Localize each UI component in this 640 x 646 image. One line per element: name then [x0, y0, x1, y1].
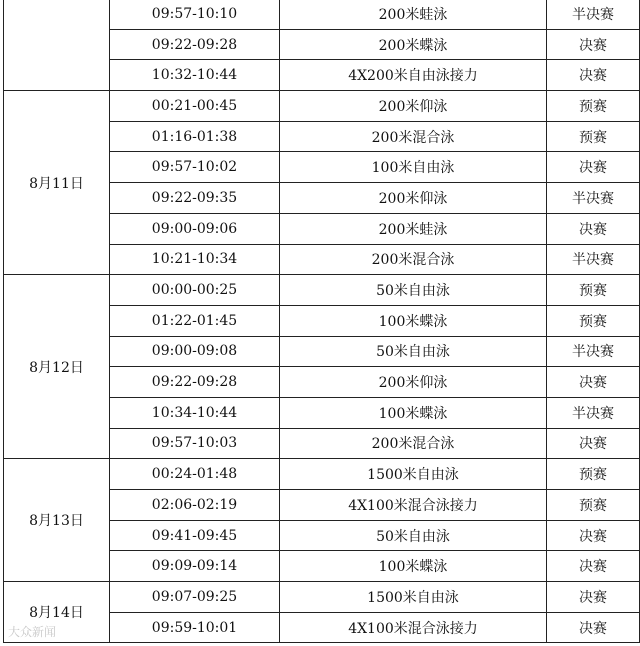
round-cell: 预赛: [547, 275, 640, 306]
time-cell: 09:57-10:10: [110, 0, 280, 29]
time-cell: 01:22-01:45: [110, 305, 280, 336]
round-cell: 半决赛: [547, 0, 640, 29]
time-cell: 09:00-09:06: [110, 213, 280, 244]
round-cell: 半决赛: [547, 397, 640, 428]
time-cell: 09:07-09:25: [110, 582, 280, 613]
event-cell: 200米蝶泳: [280, 29, 547, 60]
event-cell: 200米混合泳: [280, 244, 547, 275]
table-row: [4, 459, 640, 490]
date-cell: 8月13日: [4, 459, 110, 582]
time-cell: 10:34-10:44: [110, 397, 280, 428]
round-cell: 半决赛: [547, 244, 640, 275]
event-cell: 4X100米混合泳接力: [280, 612, 547, 643]
time-cell: 00:00-00:25: [110, 275, 280, 306]
round-cell: 预赛: [547, 305, 640, 336]
round-cell: 决赛: [547, 367, 640, 398]
event-cell: 200米蛙泳: [280, 0, 547, 29]
schedule-body: [4, 0, 640, 643]
time-cell: 10:21-10:34: [110, 244, 280, 275]
event-cell: 50米自由泳: [280, 275, 547, 306]
time-cell: 09:00-09:08: [110, 336, 280, 367]
event-cell: 200米仰泳: [280, 91, 547, 122]
schedule-table: [3, 0, 640, 643]
time-cell: 00:24-01:48: [110, 459, 280, 490]
time-cell: 09:57-10:02: [110, 152, 280, 183]
date-cell: 8月11日: [4, 91, 110, 275]
round-cell: 决赛: [547, 551, 640, 582]
round-cell: 预赛: [547, 121, 640, 152]
date-cell: 8月14日: [4, 582, 110, 643]
event-cell: 200米仰泳: [280, 183, 547, 214]
event-cell: 200米仰泳: [280, 367, 547, 398]
time-cell: 10:32-10:44: [110, 60, 280, 91]
table-row: [4, 275, 640, 306]
round-cell: 预赛: [547, 490, 640, 521]
date-cell: 8月12日: [4, 275, 110, 459]
time-cell: 09:22-09:28: [110, 29, 280, 60]
date-cell: [4, 0, 110, 91]
event-cell: 100米自由泳: [280, 152, 547, 183]
round-cell: 决赛: [547, 582, 640, 613]
round-cell: 决赛: [547, 612, 640, 643]
round-cell: 决赛: [547, 520, 640, 551]
round-cell: 预赛: [547, 91, 640, 122]
event-cell: 100米蝶泳: [280, 305, 547, 336]
event-cell: 50米自由泳: [280, 336, 547, 367]
round-cell: 决赛: [547, 428, 640, 459]
event-cell: 200米蛙泳: [280, 213, 547, 244]
table-row: [4, 582, 640, 613]
time-cell: 09:59-10:01: [110, 612, 280, 643]
round-cell: 半决赛: [547, 336, 640, 367]
time-cell: 09:41-09:45: [110, 520, 280, 551]
watermark: 大众新闻: [8, 625, 57, 639]
event-cell: 1500米自由泳: [280, 582, 547, 613]
time-cell: 09:22-09:28: [110, 367, 280, 398]
event-cell: 200米混合泳: [280, 428, 547, 459]
round-cell: 决赛: [547, 152, 640, 183]
event-cell: 100米蝶泳: [280, 551, 547, 582]
event-cell: 4X100米混合泳接力: [280, 490, 547, 521]
table-row: [4, 91, 640, 122]
round-cell: 决赛: [547, 60, 640, 91]
time-cell: 01:16-01:38: [110, 121, 280, 152]
time-cell: 02:06-02:19: [110, 490, 280, 521]
time-cell: 09:57-10:03: [110, 428, 280, 459]
event-cell: 50米自由泳: [280, 520, 547, 551]
event-cell: 4X200米自由泳接力: [280, 60, 547, 91]
round-cell: 预赛: [547, 459, 640, 490]
round-cell: 决赛: [547, 213, 640, 244]
time-cell: 00:21-00:45: [110, 91, 280, 122]
event-cell: 1500米自由泳: [280, 459, 547, 490]
time-cell: 09:22-09:35: [110, 183, 280, 214]
time-cell: 09:09-09:14: [110, 551, 280, 582]
event-cell: 100米蝶泳: [280, 397, 547, 428]
event-cell: 200米混合泳: [280, 121, 547, 152]
round-cell: 半决赛: [547, 183, 640, 214]
round-cell: 决赛: [547, 29, 640, 60]
table-row: [4, 0, 640, 29]
